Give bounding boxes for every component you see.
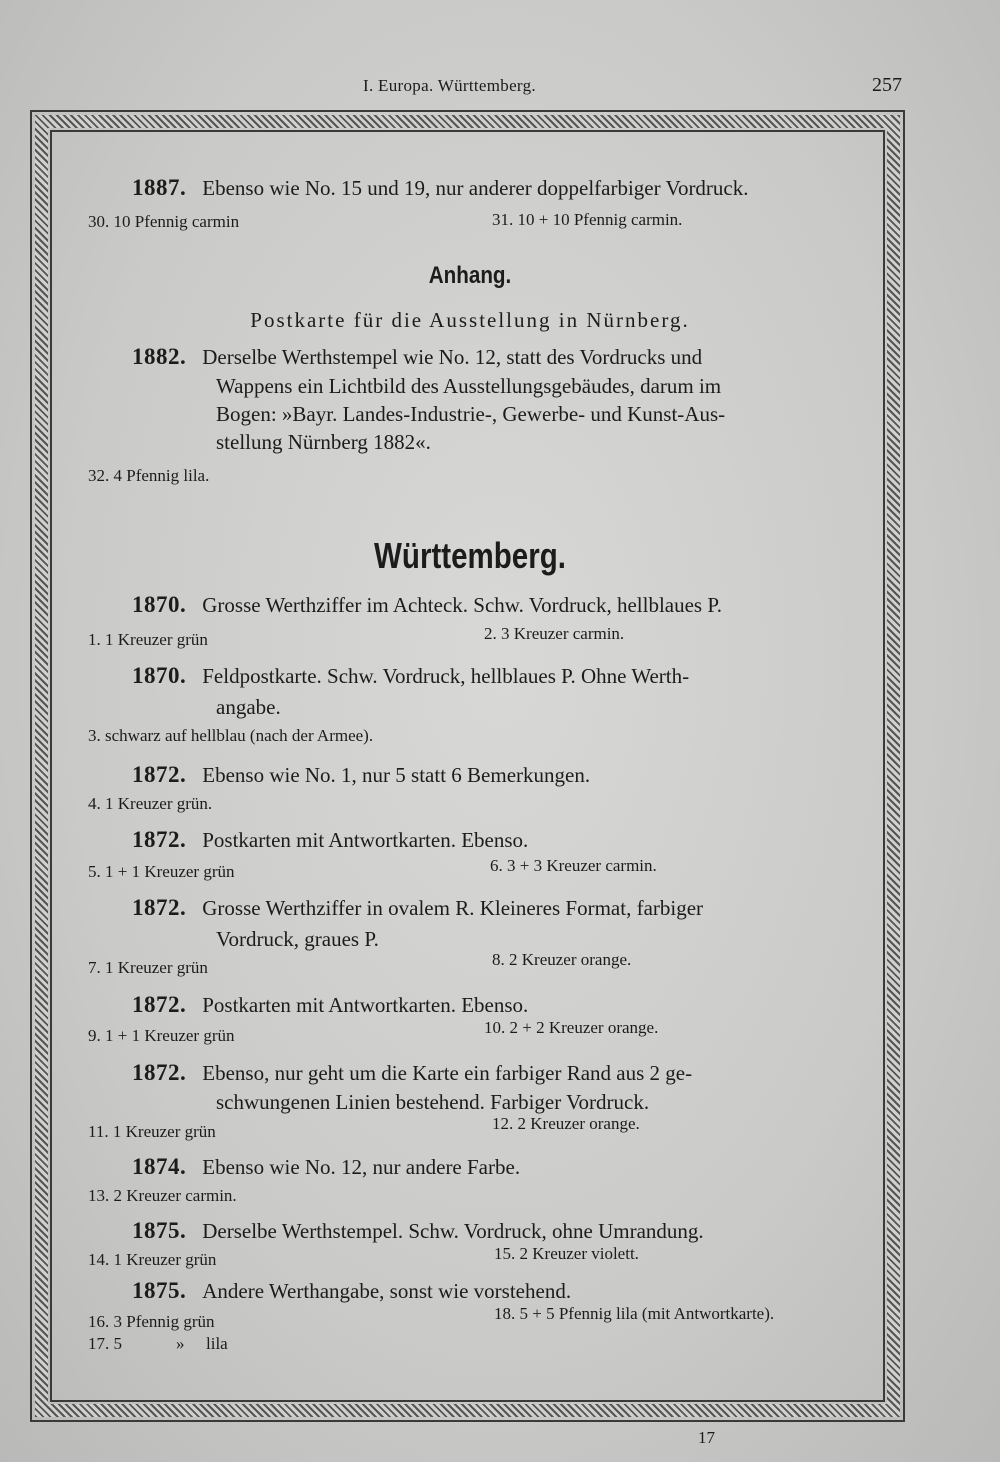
entry-description-cont: Bogen: »Bayr. Landes-Industrie-, Gewerbe- und Kunst-Aus- [216, 402, 726, 426]
item-6: 6. 3 + 3 Kreuzer carmin. [490, 856, 657, 875]
entry-year: 1882. [132, 344, 187, 369]
entry-description-cont: Vordruck, graues P. [216, 927, 379, 951]
page-number: 257 [872, 74, 902, 96]
entry-description-cont: schwungenen Linien bestehend. Farbiger Vordruck. [216, 1090, 650, 1114]
entry-1870-a: 1870. Grosse Werthziffer im Achteck. Schw. Vordruck, hellblaues P. [132, 592, 722, 617]
item-30: 30. 10 Pfennig carmin [88, 212, 240, 231]
entry-1887 [60, 175, 870, 201]
item-2: 2. 3 Kreuzer carmin. [484, 624, 625, 643]
entry-1872-c: 1872. Grosse Werthziffer in ovalem R. Kleineres Format, farbiger [132, 895, 704, 920]
entry-description-cont: angabe. [216, 695, 281, 719]
entry-description-cont: stellung Nürnberg 1882«. [216, 430, 431, 454]
item-13: 13. 2 Kreuzer carmin. [88, 1186, 237, 1205]
item-17: 17. 5 [88, 1334, 122, 1353]
item-11: 11. 1 Kreuzer grün [88, 1122, 216, 1141]
item-31: 31. 10 + 10 Pfennig carmin. [492, 210, 683, 229]
section-subheading: Postkarte für die Ausstellung in Nürnberg. [250, 308, 690, 332]
item-18: 18. 5 + 5 Pfennig lila (mit Antwortkarte). [494, 1304, 775, 1323]
entry-description: Derselbe Werthstempel wie No. 12, statt des Vordrucks und [202, 345, 703, 369]
item-7: 7. 1 Kreuzer grün [88, 958, 208, 977]
signature-mark: 17 [698, 1428, 715, 1447]
entry-year: 1887. [132, 175, 187, 200]
item-15: 15. 2 Kreuzer violett. [494, 1244, 639, 1263]
item-32: 32. 4 Pfennig lila. [88, 466, 210, 485]
item-9: 9. 1 + 1 Kreuzer grün [88, 1026, 235, 1045]
entry-1875-b: 1875. Andere Werthangabe, sonst wie vorstehend. [132, 1278, 572, 1303]
entry-1875-a: 1875. Derselbe Werthstempel. Schw. Vordruck, ohne Umrandung. [132, 1218, 704, 1243]
item-12: 12. 2 Kreuzer orange. [492, 1114, 640, 1133]
entry-1872-d: 1872. Postkarten mit Antwortkarten. Ebenso. [132, 992, 529, 1017]
entry-1870-b: 1870. Feldpostkarte. Schw. Vordruck, hellblaues P. Ohne Werth- [132, 663, 690, 688]
item-8: 8. 2 Kreuzer orange. [492, 950, 632, 969]
ditto-mark: » [176, 1334, 185, 1353]
item-5: 5. 1 + 1 Kreuzer grün [88, 862, 235, 881]
running-header [0, 74, 1000, 98]
entry-1872-b: 1872. Postkarten mit Antwortkarten. Ebenso. [132, 827, 529, 852]
entry-1872-a: 1872. Ebenso wie No. 1, nur 5 statt 6 Bemerkungen. [132, 762, 591, 787]
entry-description-cont: Wappens ein Lichtbild des Ausstellungsgebäudes, darum im [216, 374, 722, 398]
item-3: 3. schwarz auf hellblau (nach der Armee). [88, 726, 374, 745]
entry-1882 [60, 344, 870, 370]
item-4: 4. 1 Kreuzer grün. [88, 794, 213, 813]
item-14: 14. 1 Kreuzer grün [88, 1250, 217, 1269]
section-heading-anhang: Anhang. [428, 262, 512, 289]
entry-1874: 1874. Ebenso wie No. 12, nur andere Farbe. [132, 1154, 521, 1179]
entry-1872-e: 1872. Ebenso, nur geht um die Karte ein farbiger Rand aus 2 ge- [132, 1060, 693, 1085]
running-title: I. Europa. Württemberg. [363, 76, 536, 95]
item-10: 10. 2 + 2 Kreuzer orange. [484, 1018, 659, 1037]
entry-description: Ebenso wie No. 15 und 19, nur anderer doppelfarbiger Vordruck. [202, 176, 749, 200]
page-content [60, 170, 880, 1400]
item-16: 16. 3 Pfennig grün [88, 1312, 215, 1331]
item-17-color: lila [206, 1334, 228, 1353]
section-heading-wuerttemberg: Württemberg. [374, 535, 566, 576]
item-1: 1. 1 Kreuzer grün [88, 630, 208, 649]
